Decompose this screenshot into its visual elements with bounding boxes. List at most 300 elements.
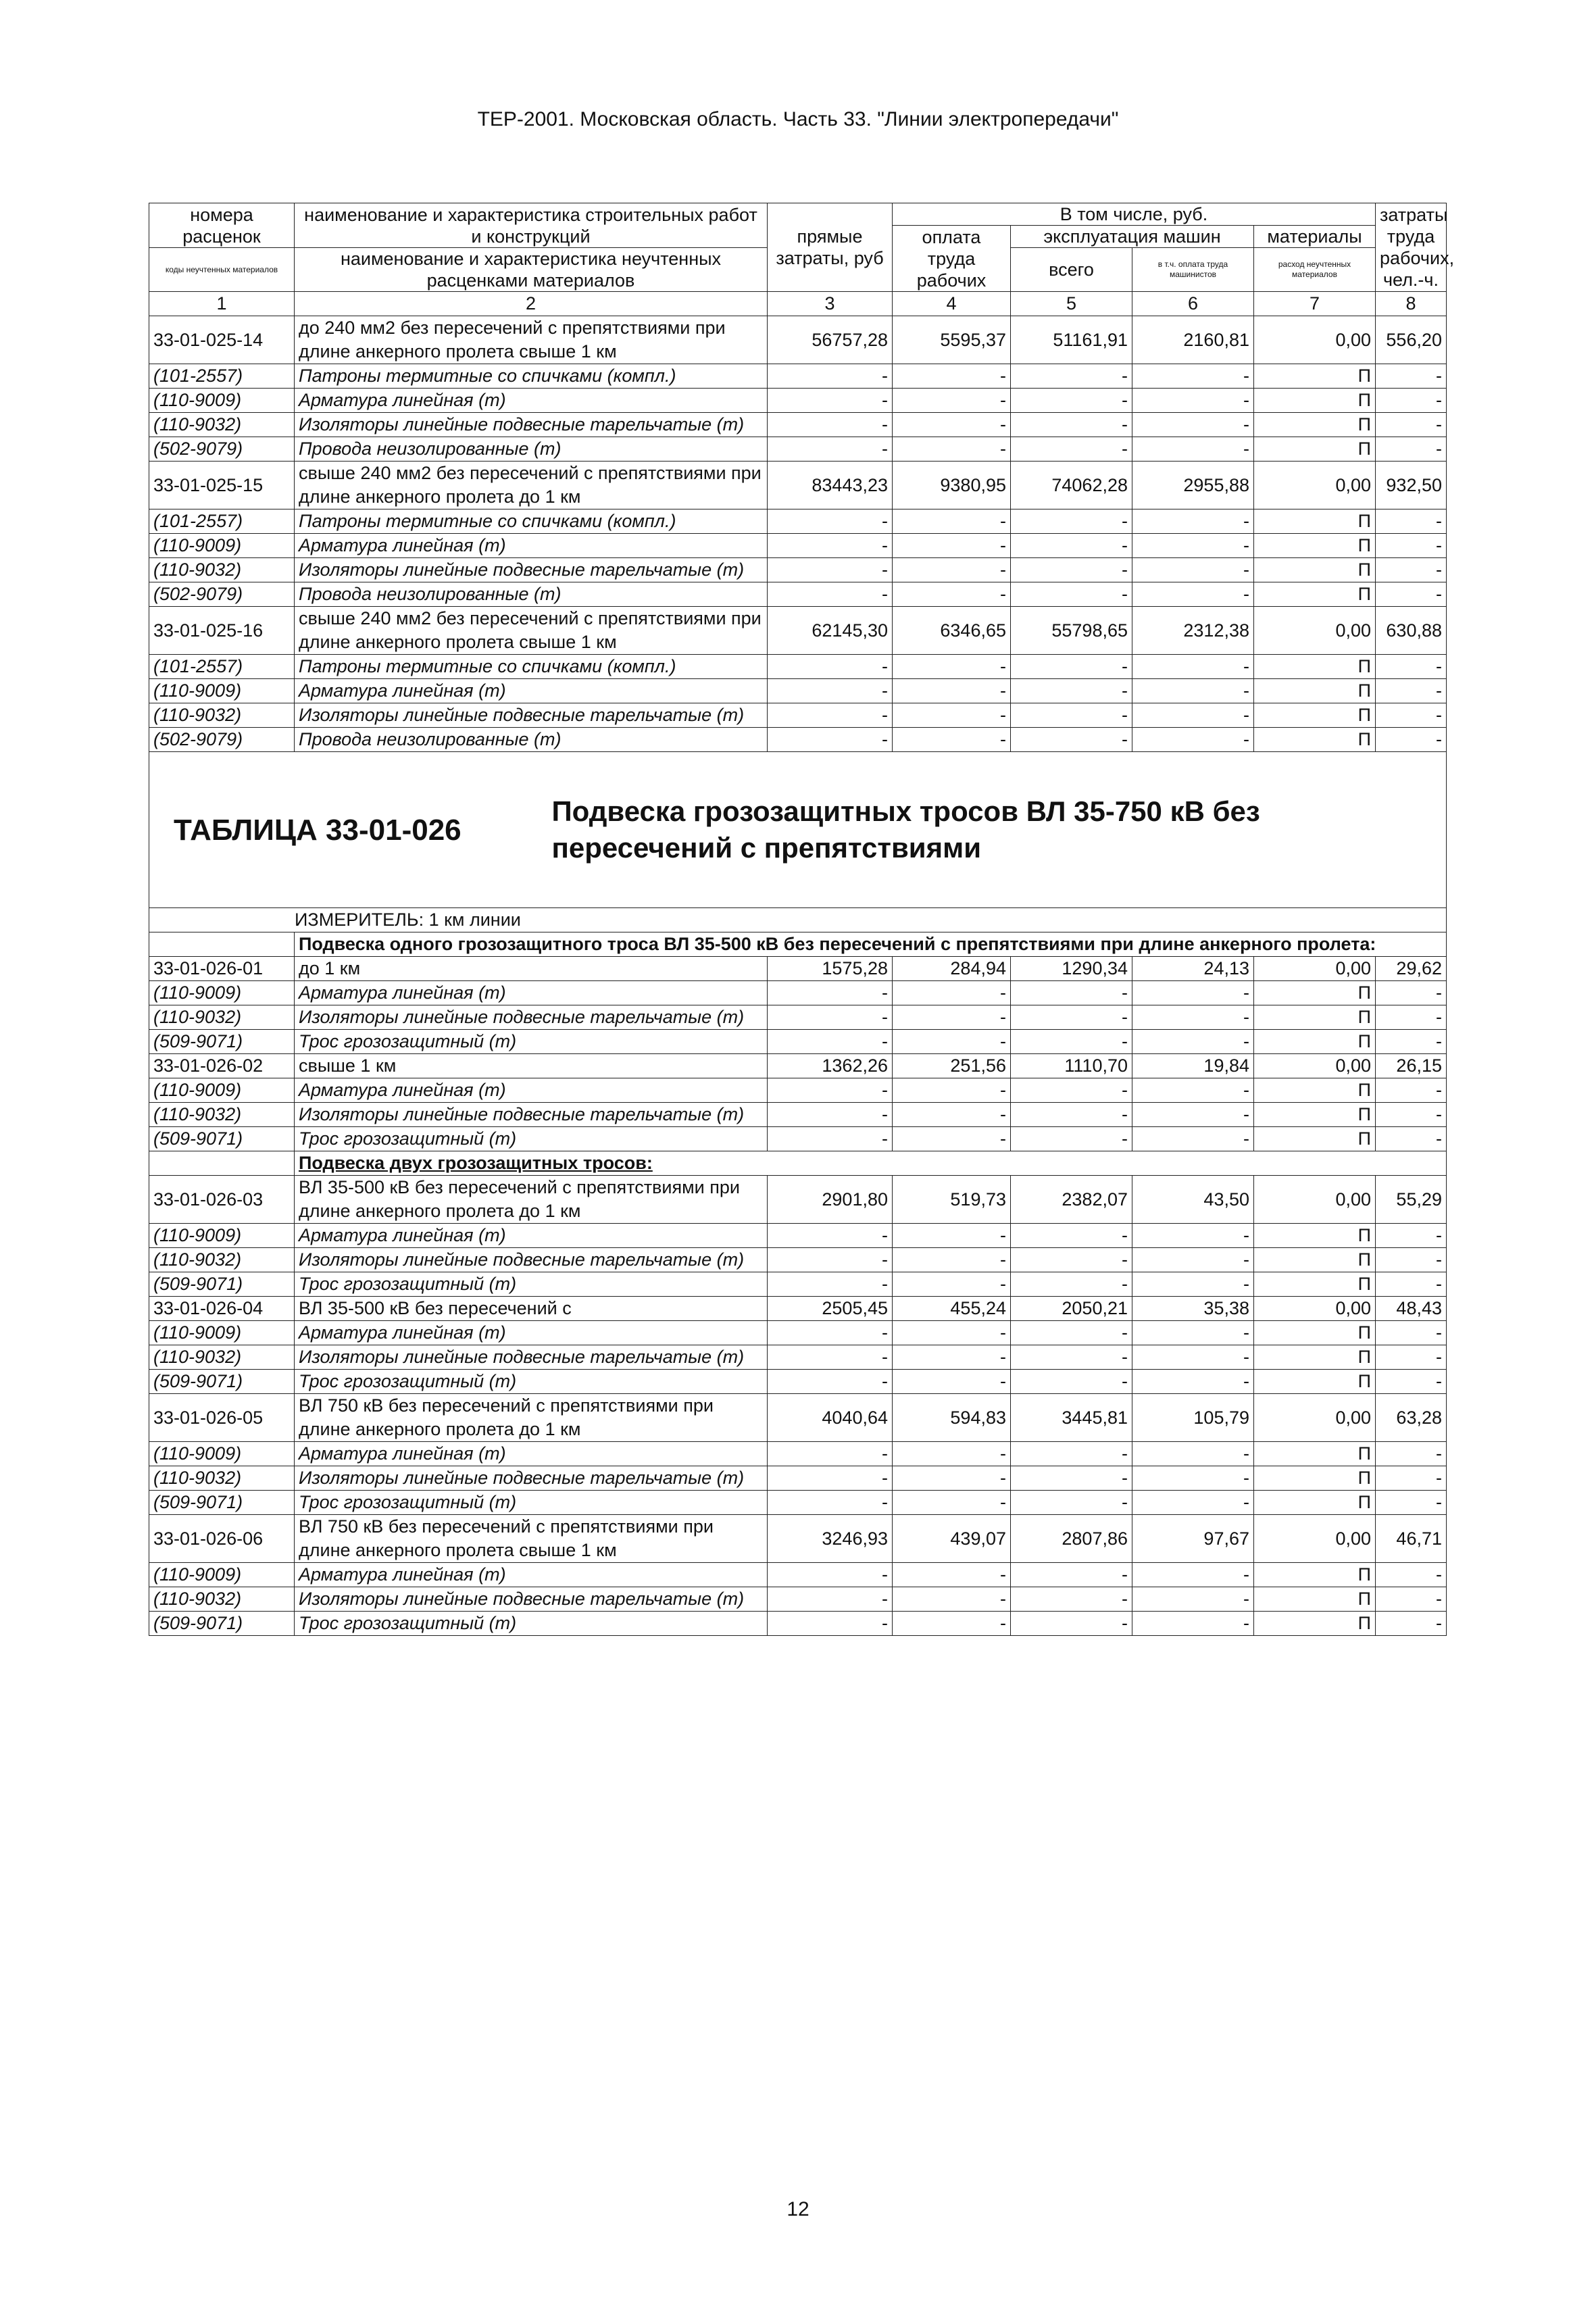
material-code: (110-9009) (149, 534, 295, 558)
value-cell: П (1254, 655, 1376, 679)
value-cell: - (1376, 1321, 1447, 1345)
value-cell: - (893, 1563, 1011, 1587)
value-cell: - (1132, 1587, 1254, 1612)
material-row (149, 534, 1447, 558)
table-description: Подвеска грозозащитных тросов ВЛ 35-750 кВ без пересечений с препятствиями (551, 795, 1260, 864)
rates-table (149, 203, 1455, 1636)
value-cell: - (893, 1005, 1011, 1030)
material-code: (502-9079) (149, 728, 295, 752)
section-two-heading (149, 1151, 1447, 1176)
value-cell: - (1376, 679, 1447, 703)
section-two-title: Подвеска двух грозозащитных тросов: (295, 1151, 1447, 1176)
value-cell: 251,56 (893, 1054, 1011, 1078)
value-cell: - (1132, 1248, 1254, 1272)
material-code: (110-9032) (149, 703, 295, 728)
material-name: Изоляторы линейные подвесные тарельчатые (т) (295, 1466, 768, 1491)
value-cell: 0,00 (1254, 462, 1376, 509)
material-row (149, 364, 1447, 389)
value-cell: - (768, 364, 893, 389)
value-cell: - (1011, 1005, 1132, 1030)
rate-row (149, 1176, 1447, 1224)
value-cell: - (893, 1491, 1011, 1515)
value-cell: - (1011, 1321, 1132, 1345)
material-row (149, 1345, 1447, 1370)
material-row (149, 1442, 1447, 1466)
table-33-01-026-heading (149, 752, 1447, 957)
material-name: Арматура линейная (т) (295, 534, 768, 558)
value-cell: - (1376, 655, 1447, 679)
value-cell: П (1254, 509, 1376, 534)
value-cell: - (1376, 1466, 1447, 1491)
material-code: (110-9009) (149, 1078, 295, 1103)
value-cell: - (768, 1370, 893, 1394)
value-cell: - (768, 1612, 893, 1636)
value-cell: - (1376, 1587, 1447, 1612)
value-cell: П (1254, 1612, 1376, 1636)
value-cell: - (1376, 1248, 1447, 1272)
material-row (149, 509, 1447, 534)
value-cell: - (1011, 1563, 1132, 1587)
value-cell: 2955,88 (1132, 462, 1254, 509)
rows-one-cable (149, 957, 1447, 1151)
value-cell: - (1132, 1563, 1254, 1587)
value-cell: - (1132, 1321, 1254, 1345)
value-cell: - (768, 1103, 893, 1127)
value-cell: - (893, 1127, 1011, 1151)
material-name: Провода неизолированные (т) (295, 437, 768, 462)
rate-code: 33-01-025-16 (149, 607, 295, 655)
value-cell: - (1376, 1491, 1447, 1515)
material-code: (101-2557) (149, 509, 295, 534)
value-cell: - (1132, 703, 1254, 728)
material-code: (110-9032) (149, 1587, 295, 1612)
value-cell: - (1376, 1345, 1447, 1370)
value-cell: П (1254, 1370, 1376, 1394)
table-title-row (149, 752, 1447, 908)
value-cell: 55,29 (1376, 1176, 1447, 1224)
column-number: 2 (295, 292, 768, 316)
material-name: Трос грозозащитный (т) (295, 1612, 768, 1636)
value-cell: - (768, 1442, 893, 1466)
work-name: ВЛ 750 кВ без пересечений с препятствиями при длине анкерного пролета свыше 1 км (295, 1515, 768, 1563)
value-cell: - (893, 1466, 1011, 1491)
value-cell: - (893, 728, 1011, 752)
material-name: Арматура линейная (т) (295, 1224, 768, 1248)
value-cell: 46,71 (1376, 1515, 1447, 1563)
column-number: 3 (768, 292, 893, 316)
section-row (149, 1151, 1447, 1176)
value-cell: - (768, 1466, 893, 1491)
material-name: Арматура линейная (т) (295, 1321, 768, 1345)
material-name: Изоляторы линейные подвесные тарельчатые (т) (295, 703, 768, 728)
value-cell: - (893, 582, 1011, 607)
rate-code: 33-01-026-05 (149, 1394, 295, 1442)
column-number: 6 (1132, 292, 1254, 316)
value-cell: П (1254, 1248, 1376, 1272)
value-cell: - (768, 437, 893, 462)
table-header (149, 203, 1455, 316)
value-cell: - (768, 1491, 893, 1515)
material-row (149, 1127, 1447, 1151)
value-cell: 0,00 (1254, 1176, 1376, 1224)
material-name: Изоляторы линейные подвесные тарельчатые (т) (295, 1587, 768, 1612)
page-number: 12 (787, 2198, 809, 2220)
value-cell: 62145,30 (768, 607, 893, 655)
value-cell: 0,00 (1254, 1515, 1376, 1563)
value-cell: - (1132, 679, 1254, 703)
material-code: (509-9071) (149, 1370, 295, 1394)
value-cell: П (1254, 437, 1376, 462)
header-including: В том числе, руб. (893, 203, 1376, 226)
value-cell: П (1254, 1587, 1376, 1612)
value-cell: - (1376, 1563, 1447, 1587)
value-cell: 56757,28 (768, 316, 893, 364)
value-cell: 0,00 (1254, 1394, 1376, 1442)
value-cell: - (1376, 582, 1447, 607)
material-code: (101-2557) (149, 655, 295, 679)
material-row (149, 1612, 1447, 1636)
value-cell: 74062,28 (1011, 462, 1132, 509)
value-cell: - (1011, 679, 1132, 703)
value-cell: - (893, 1224, 1011, 1248)
value-cell: - (1132, 389, 1254, 413)
value-cell: - (1011, 364, 1132, 389)
header-code: номера расценок (149, 203, 295, 248)
header-labor: затраты труда рабочих, чел.-ч. (1376, 203, 1447, 292)
material-code: (509-9071) (149, 1612, 295, 1636)
value-cell: - (1376, 534, 1447, 558)
value-cell: - (893, 437, 1011, 462)
material-row (149, 413, 1447, 437)
value-cell: - (1132, 509, 1254, 534)
work-name: свыше 240 мм2 без пересечений с препятствиями при длине анкерного пролета свыше 1 км (295, 607, 768, 655)
value-cell: 2382,07 (1011, 1176, 1132, 1224)
value-cell: - (893, 1272, 1011, 1297)
value-cell: П (1254, 582, 1376, 607)
value-cell: П (1254, 981, 1376, 1005)
value-cell: - (768, 558, 893, 582)
rate-code: 33-01-026-04 (149, 1297, 295, 1321)
material-row (149, 1224, 1447, 1248)
value-cell: - (1132, 655, 1254, 679)
value-cell: - (1132, 1612, 1254, 1636)
value-cell: - (1011, 981, 1132, 1005)
value-cell: - (893, 1442, 1011, 1466)
value-cell: 0,00 (1254, 316, 1376, 364)
material-row (149, 1103, 1447, 1127)
value-cell: - (768, 728, 893, 752)
value-cell: - (1132, 534, 1254, 558)
material-code: (509-9071) (149, 1127, 295, 1151)
value-cell: - (1011, 1248, 1132, 1272)
header-name-sub: наименование и характеристика неучтенных расценками материалов (295, 248, 768, 292)
material-row (149, 1030, 1447, 1054)
value-cell: 55798,65 (1011, 607, 1132, 655)
material-name: Изоляторы линейные подвесные тарельчатые (т) (295, 1345, 768, 1370)
material-code: (110-9009) (149, 1224, 295, 1248)
value-cell: 2807,86 (1011, 1515, 1132, 1563)
value-cell: 2505,45 (768, 1297, 893, 1321)
material-name: Арматура линейная (т) (295, 389, 768, 413)
material-row (149, 728, 1447, 752)
value-cell: 556,20 (1376, 316, 1447, 364)
rows-two-cables (149, 1176, 1447, 1636)
value-cell: - (893, 509, 1011, 534)
value-cell: - (1011, 509, 1132, 534)
material-code: (110-9009) (149, 679, 295, 703)
value-cell: 455,24 (893, 1297, 1011, 1321)
material-row (149, 1563, 1447, 1587)
value-cell: П (1254, 413, 1376, 437)
material-row (149, 703, 1447, 728)
value-cell: - (1132, 1224, 1254, 1248)
material-row (149, 981, 1447, 1005)
column-numbers-row (149, 292, 1447, 316)
material-name: Трос грозозащитный (т) (295, 1491, 768, 1515)
value-cell: - (893, 1370, 1011, 1394)
rows-table-33-01-025 (149, 316, 1447, 752)
value-cell: - (1011, 1370, 1132, 1394)
value-cell: - (768, 703, 893, 728)
rate-row (149, 316, 1447, 364)
material-row (149, 582, 1447, 607)
section-one-title: Подвеска одного грозозащитного троса ВЛ 35-500 кВ без пересечений с препятствиями при длине анкерного пролета: (295, 932, 1447, 957)
value-cell: - (768, 509, 893, 534)
material-row (149, 1078, 1447, 1103)
material-row (149, 1321, 1447, 1345)
section-row (149, 932, 1447, 957)
value-cell: - (1011, 1127, 1132, 1151)
value-cell: П (1254, 1466, 1376, 1491)
material-code: (110-9032) (149, 1103, 295, 1127)
column-number: 7 (1254, 292, 1376, 316)
header-direct-costs: прямые затраты, руб (768, 203, 893, 292)
value-cell: - (893, 558, 1011, 582)
material-name: Арматура линейная (т) (295, 1563, 768, 1587)
work-name: свыше 240 мм2 без пересечений с препятствиями при длине анкерного пролета до 1 км (295, 462, 768, 509)
header-name: наименование и характеристика строительных работ и конструкций (295, 203, 768, 248)
rate-row (149, 462, 1447, 509)
value-cell: - (768, 1005, 893, 1030)
value-cell: П (1254, 1272, 1376, 1297)
material-name: Трос грозозащитный (т) (295, 1030, 768, 1054)
material-name: Патроны термитные со спичками (компл.) (295, 655, 768, 679)
value-cell: 97,67 (1132, 1515, 1254, 1563)
column-number: 8 (1376, 292, 1447, 316)
value-cell: П (1254, 1491, 1376, 1515)
work-name: до 1 км (295, 957, 768, 981)
value-cell: - (1376, 1272, 1447, 1297)
value-cell: - (1376, 728, 1447, 752)
rate-code: 33-01-026-06 (149, 1515, 295, 1563)
column-number: 5 (1011, 292, 1132, 316)
material-code: (110-9032) (149, 1466, 295, 1491)
material-code: (509-9071) (149, 1030, 295, 1054)
value-cell: - (1132, 1272, 1254, 1297)
value-cell: - (1376, 1370, 1447, 1394)
value-cell: - (893, 1103, 1011, 1127)
value-cell: - (768, 1127, 893, 1151)
material-code: (110-9032) (149, 558, 295, 582)
value-cell: - (893, 1321, 1011, 1345)
value-cell: 35,38 (1132, 1297, 1254, 1321)
value-cell: - (1132, 1030, 1254, 1054)
rate-code: 33-01-025-14 (149, 316, 295, 364)
value-cell: - (893, 1078, 1011, 1103)
value-cell: - (1376, 1078, 1447, 1103)
value-cell: - (1376, 1224, 1447, 1248)
rate-code: 33-01-025-15 (149, 462, 295, 509)
value-cell: - (1132, 1466, 1254, 1491)
header-machines-wages: в т.ч. оплата труда машинистов (1132, 248, 1254, 292)
value-cell: 1575,28 (768, 957, 893, 981)
value-cell: П (1254, 703, 1376, 728)
value-cell: 105,79 (1132, 1394, 1254, 1442)
work-name: ВЛ 750 кВ без пересечений с препятствиями при длине анкерного пролета до 1 км (295, 1394, 768, 1442)
value-cell: - (1132, 1442, 1254, 1466)
material-row (149, 389, 1447, 413)
material-name: Провода неизолированные (т) (295, 728, 768, 752)
value-cell: - (1011, 389, 1132, 413)
value-cell: - (1376, 413, 1447, 437)
material-name: Изоляторы линейные подвесные тарельчатые (т) (295, 1248, 768, 1272)
value-cell: - (768, 679, 893, 703)
material-row (149, 679, 1447, 703)
work-name: ВЛ 35-500 кВ без пересечений с (295, 1297, 768, 1321)
value-cell: - (768, 1224, 893, 1248)
value-cell: - (1132, 558, 1254, 582)
work-name: ВЛ 35-500 кВ без пересечений с препятствиями при длине анкерного пролета до 1 км (295, 1176, 768, 1224)
value-cell: П (1254, 728, 1376, 752)
rate-row (149, 1515, 1447, 1563)
material-code: (110-9009) (149, 1563, 295, 1587)
material-name: Арматура линейная (т) (295, 1078, 768, 1103)
value-cell: П (1254, 1078, 1376, 1103)
material-code: (502-9079) (149, 582, 295, 607)
table-title-cell (149, 752, 1447, 908)
value-cell: - (1132, 413, 1254, 437)
value-cell: - (1011, 703, 1132, 728)
value-cell: - (1132, 728, 1254, 752)
value-cell: 0,00 (1254, 1297, 1376, 1321)
value-cell: - (768, 534, 893, 558)
material-row (149, 1587, 1447, 1612)
value-cell: 29,62 (1376, 957, 1447, 981)
value-cell: - (768, 1587, 893, 1612)
material-row (149, 1491, 1447, 1515)
value-cell: - (1132, 437, 1254, 462)
value-cell: 24,13 (1132, 957, 1254, 981)
value-cell: - (1132, 981, 1254, 1005)
value-cell: 630,88 (1376, 607, 1447, 655)
value-cell: 3445,81 (1011, 1394, 1132, 1442)
material-name: Изоляторы линейные подвесные тарельчатые (т) (295, 558, 768, 582)
value-cell: - (768, 981, 893, 1005)
value-cell: 51161,91 (1011, 316, 1132, 364)
value-cell: - (1376, 509, 1447, 534)
value-cell: - (768, 413, 893, 437)
value-cell: - (1011, 1224, 1132, 1248)
value-cell: - (1132, 1005, 1254, 1030)
value-cell: - (893, 1030, 1011, 1054)
material-code: (509-9071) (149, 1491, 295, 1515)
material-name: Патроны термитные со спичками (компл.) (295, 364, 768, 389)
rate-code: 33-01-026-03 (149, 1176, 295, 1224)
value-cell: - (1376, 1005, 1447, 1030)
value-cell: 0,00 (1254, 1054, 1376, 1078)
value-cell: 4040,64 (768, 1394, 893, 1442)
value-cell: 1362,26 (768, 1054, 893, 1078)
value-cell: - (768, 1248, 893, 1272)
value-cell: - (1376, 1442, 1447, 1466)
value-cell: - (1011, 1078, 1132, 1103)
measure-label: ИЗМЕРИТЕЛЬ: 1 км линии (149, 908, 1447, 932)
value-cell: - (1132, 364, 1254, 389)
value-cell: - (1011, 1442, 1132, 1466)
value-cell: - (768, 582, 893, 607)
value-cell: П (1254, 1345, 1376, 1370)
material-code: (110-9032) (149, 1248, 295, 1272)
material-name: Изоляторы линейные подвесные тарельчатые (т) (295, 1005, 768, 1030)
value-cell: - (1132, 1491, 1254, 1515)
value-cell: 2901,80 (768, 1176, 893, 1224)
value-cell: - (1132, 1078, 1254, 1103)
material-name: Трос грозозащитный (т) (295, 1127, 768, 1151)
material-row (149, 1272, 1447, 1297)
value-cell: - (1132, 1127, 1254, 1151)
value-cell: 3246,93 (768, 1515, 893, 1563)
material-name: Арматура линейная (т) (295, 1442, 768, 1466)
section-spacer (149, 932, 295, 957)
material-code: (110-9009) (149, 1321, 295, 1345)
header-materials-sub: расход неучтенных материалов (1254, 248, 1376, 292)
value-cell: 519,73 (893, 1176, 1011, 1224)
value-cell: - (1376, 364, 1447, 389)
value-cell: - (893, 1612, 1011, 1636)
value-cell: - (893, 413, 1011, 437)
value-cell: - (893, 655, 1011, 679)
value-cell: - (893, 703, 1011, 728)
value-cell: П (1254, 1321, 1376, 1345)
material-code: (110-9009) (149, 389, 295, 413)
value-cell: 1110,70 (1011, 1054, 1132, 1078)
value-cell: - (768, 1345, 893, 1370)
material-code: (110-9009) (149, 981, 295, 1005)
value-cell: - (1376, 1127, 1447, 1151)
material-row (149, 437, 1447, 462)
value-cell: 43,50 (1132, 1176, 1254, 1224)
value-cell: - (1011, 437, 1132, 462)
material-code: (502-9079) (149, 437, 295, 462)
rate-row (149, 957, 1447, 981)
value-cell: - (1376, 703, 1447, 728)
value-cell: - (1011, 558, 1132, 582)
material-name: Арматура линейная (т) (295, 679, 768, 703)
value-cell: - (893, 364, 1011, 389)
value-cell: 2050,21 (1011, 1297, 1132, 1321)
material-row (149, 1005, 1447, 1030)
value-cell: - (1132, 582, 1254, 607)
value-cell: П (1254, 1103, 1376, 1127)
rate-row (149, 1394, 1447, 1442)
value-cell: - (1376, 1103, 1447, 1127)
rates-table-container (149, 203, 1455, 1636)
value-cell: 0,00 (1254, 607, 1376, 655)
value-cell: 932,50 (1376, 462, 1447, 509)
material-code: (509-9071) (149, 1272, 295, 1297)
value-cell: - (1011, 1345, 1132, 1370)
material-row (149, 1370, 1447, 1394)
